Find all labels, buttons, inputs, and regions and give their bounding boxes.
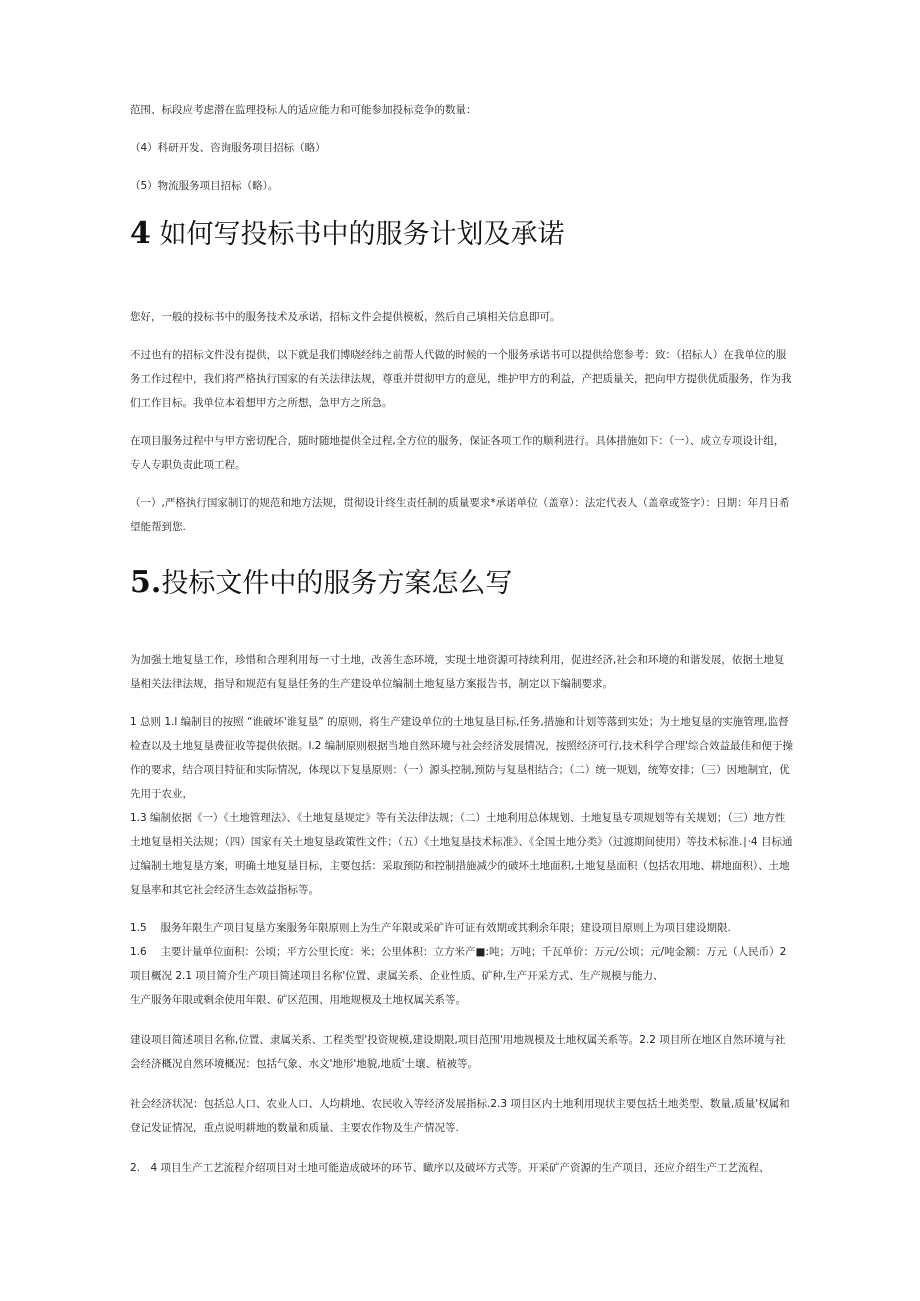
section-5-number: 5. xyxy=(130,565,162,600)
section-5-paragraph-3b: 1.6 主要计量单位面积：公顷；平方公里长度：米；公里体积：立方米产■:吨；万吨；千瓦单价：万元/公顷；元/吨金额：万元（人民币）2 项目概况 2.1 项目简介生产项目简述项目名称'位置、隶属关系、企业性质、矿种,生产开采方式、生产规模与能力、 xyxy=(130,946,787,982)
document-body xyxy=(130,0,794,1180)
section-4-paragraph-3: 在项目服务过程中与甲方密切配合，随时随地提供全过程,全方位的服务，保证各项工作的顺利进行。具体措施如下：（一）、成立专项设计组，专人专职负责此项工程。 xyxy=(130,435,785,471)
intro-list-item-5: （5）物流服务项目招标（略）。 xyxy=(130,180,279,192)
section-4-paragraph-2: 不过也有的招标文件没有提供，以下就是我们博晓经纬之前帮人代做的时候的一个服务承诺书可以提供给您参考：致：（招标人）在我单位的服务工作过程中，我们将严格执行国家的有关法律法规，尊重并贯彻甲方的意见，维护甲方的利益，产把质量关，把向甲方提供优质服务，作为我们工作目标。我单位本着想甲方之所想，急甲方之所急。 xyxy=(130,349,792,409)
section-5-paragraph-6: 2. 4 项目生产工艺流程介绍项目对土地可能造成破坏的环节、瞰序以及破坏方式等。开采矿产资源的生产项目，还应介绍生产工艺流程、 xyxy=(130,1162,770,1174)
section-4-heading xyxy=(130,216,794,253)
section-5-paragraph-3c: 生产服务年限或剩余使用年限、矿区范围、用地规模及土地权属关系等。 xyxy=(130,994,466,1006)
section-5-paragraph-3a: 1.5 服务年限生产项目复垦方案服务年限原则上为生产年限或采矿许可证有效期或其剩余年限；建设项目原则上为项目建设期限. xyxy=(130,922,731,934)
section-5-paragraph-2b: 1.3 编制依据《一）《土地管理法》、《土地复垦规定》等有关法律法规；（二）土地利用总体规划、土地复垦专项规划等有关规划；（三）地方性土地复垦相关法规；（四）国家有关土地复垦政策性文件；（五）《土地复垦技术标准》、《全国土地分类》（过渡期间使用）等技术标准.∣·4 目标通过编制土地复垦方案，明确土地复垦目标，主要包括：采取预防和控制措施减少的破坏土地面积,土地复垦面积（包括农用地、耕地面积）、土地复垦率和其它社会经济生态效益指标等。 xyxy=(130,812,793,896)
section-4-paragraph-1: 您好，一般的投标书中的服务技术及承诺，招标文件会提供模板，然后自己填相关信息即可。 xyxy=(130,311,561,323)
section-5-heading xyxy=(130,565,794,602)
intro-list-item-4: （4）科研开发、咨询服务项目招标（略） xyxy=(130,142,326,154)
section-5-paragraph-5: 社会经济状况：包括总人口、农业人口、人均耕地、农民收入等经济发展指标.2.3 项目区内土地利用现状主要包括土地类型、数量,质量'权属和登记发证情况，重点说明耕地的数量和质量、主要农作物及生产情况等. xyxy=(130,1098,790,1134)
intro-paragraph-1: 范围、标段应考虑潜在监理投标人的适应能力和可能参加投标竞争的数量： xyxy=(130,104,477,116)
section-5-paragraph-1: 为加强土地复垦工作，珍惜和合理利用每一寸土地，改善生态环境，实现土地资源可持续利用，促进经济,社会和环境的和谐发展，依据土地复垦相关法律法规，指导和规范有复垦任务的生产建设单位编制土地复垦方案报告书，制定以下编制要求。 xyxy=(130,654,785,690)
section-4-number: 4 xyxy=(130,216,151,251)
section-4-paragraph-4: （一）,严格执行国家制订的规范和地方法规，贯彻设计终生责任制的质量要求*承诺单位（盖章）：法定代表人（盖章或签字）：日期：年月日希望能帮到您. xyxy=(130,497,790,533)
section-5-paragraph-2a: 1 总则 1.l 编制目的按照 “谁破坏'谁复垦” 的原则，将生产建设单位的土地复垦目标,任务,措施和计划等落到实处；为土地复垦的实施管理,监督检查以及土地复垦费征收等提供依据。l.2 编制原则根据当地自然环境与社会经济发展情况，按照经济可行,技术科学合理'综合效益最佳和便于操作的要求，结合项目特征和实际情况，体现以下复垦原则：（一）源头控制,预防与复垦相结合；（二）统一规划，统筹安排；（三）因地制宜，优先用于农业， xyxy=(130,716,793,800)
section-5-title: 投标文件中的服务方案怎么写 xyxy=(161,568,513,599)
section-4-title: 如何写投标书中的服务计划及承诺 xyxy=(159,219,565,250)
section-5-paragraph-4: 建设项目简述项目名称,位置、隶属关系、工程类型'投资规模,建设期限,项目范围'用地规模及土地权属关系等。2.2 项目所在地区自然环境与社会经济概况自然环境概况：包括气象、水文'地形'地貌,地质'土壤、植被等。 xyxy=(130,1034,786,1070)
